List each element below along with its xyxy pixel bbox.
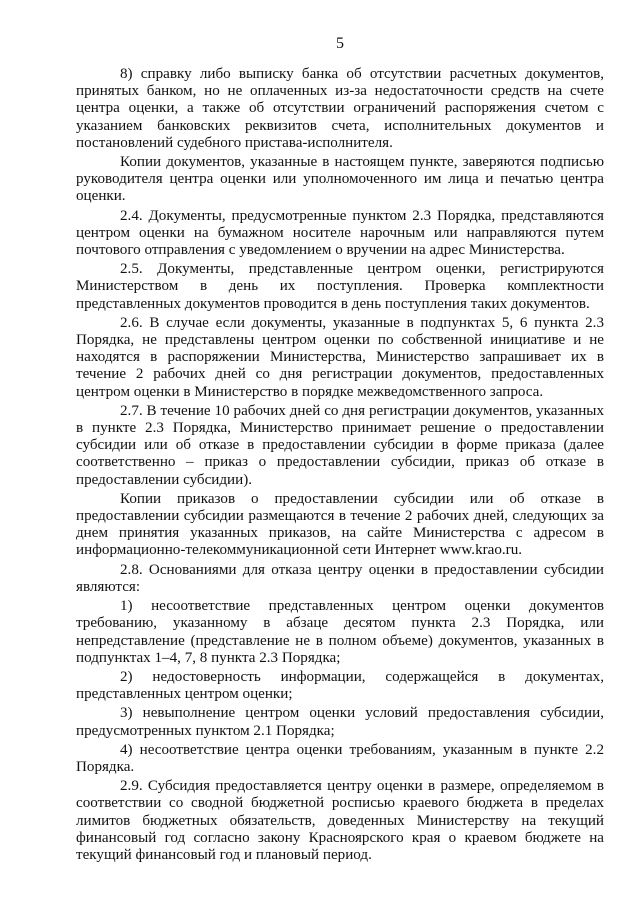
paragraph-copies-certification: Копии документов, указанные в настоящем пункте, заверяются подписью руководителя центра оценки или уполномоченного им лица и печатью центра оценки. — [76, 154, 604, 205]
paragraph-2-8: 2.8. Основаниями для отказа центру оценки в предоставлении субсидии являются: — [76, 561, 604, 595]
paragraph-2-8-item-4: 4) несоответствие центра оценки требованиям, указанным в пункте 2.2 Порядка. — [76, 741, 604, 775]
page-number: 5 — [336, 35, 344, 52]
paragraph-2-6: 2.6. В случае если документы, указанные в подпунктах 5, 6 пункта 2.3 Порядка, не представлены центром оценки по собственной инициативе и не находятся в распоряжении Министерства, Министерство запрашивает их в течение 2 рабочих дней со дня регистрации документов, предоставленных центром оценки в Министерство в порядке межведомственного запроса. — [76, 314, 604, 400]
paragraph-2-8-item-2: 2) недостоверность информации, содержащейся в документах, представленных центром оценки; — [76, 668, 604, 703]
paragraph-copies-orders: Копии приказов о предоставлении субсидии или об отказе в предоставлении субсидии размещаются в течение 2 рабочих дней, следующих за днем принятия указанных приказов, на сайте Министерства с адресом в информационно-телекоммуникационной сети Интернет www.krao.ru. — [76, 490, 604, 559]
paragraph-2-7: 2.7. В течение 10 рабочих дней со дня регистрации документов, указанных в пункте 2.3 Порядка, Министерство принимает решение о предоставлении субсидии или об отказе в предоставлении субсидии в форме приказа (далее соответственно – приказ о предоставлении субсидии, приказ об отказе в предоставлении субсидии). — [76, 402, 604, 488]
paragraph-2-8-item-3: 3) невыполнение центром оценки условий предоставления субсидии, предусмотренных пунктом 2.1 Порядка; — [76, 705, 604, 739]
paragraph-2-8-item-1: 1) несоответствие представленных центром оценки документов требованию, указанному в абзаце десятом пункта 2.3 Порядка, или непредставление (представление не в полном объеме) документов, указанных в подпунктах 1–4, 7, 8 пункта 2.3 Порядка; — [76, 598, 604, 666]
paragraph-2-5: 2.5. Документы, представленные центром оценки, регистрируются Министерством в день их поступления. Проверка комплектности представленных документов проводится в день поступления таких документов. — [76, 261, 604, 312]
paragraph-item-8: 8) справку либо выписку банка об отсутствии расчетных документов, принятых банком, но не оплаченных из-за недостаточности средств на счете центра оценки, а также об отсутствии ограничений распоряжения счетом с указанием банковских реквизитов счета, исполнительных документов и постановлений судебного пристава-исполнителя. — [76, 66, 604, 151]
paragraph-2-4: 2.4. Документы, предусмотренные пунктом 2.3 Порядка, представляются центром оценки на бумажном носителе нарочным или направляются путем почтового отправления с уведомлением о вручении на адрес Министерства. — [76, 207, 604, 259]
paragraph-2-9: 2.9. Субсидия предоставляется центру оценки в размере, определяемом в соответствии со сводной бюджетной росписью краевого бюджета в пределах лимитов бюджетных обязательств, доведенных Министерству на текущий финансовый год согласно закону Красноярского края о краевом бюджете на текущий финансовый год и плановый период. — [76, 778, 604, 863]
